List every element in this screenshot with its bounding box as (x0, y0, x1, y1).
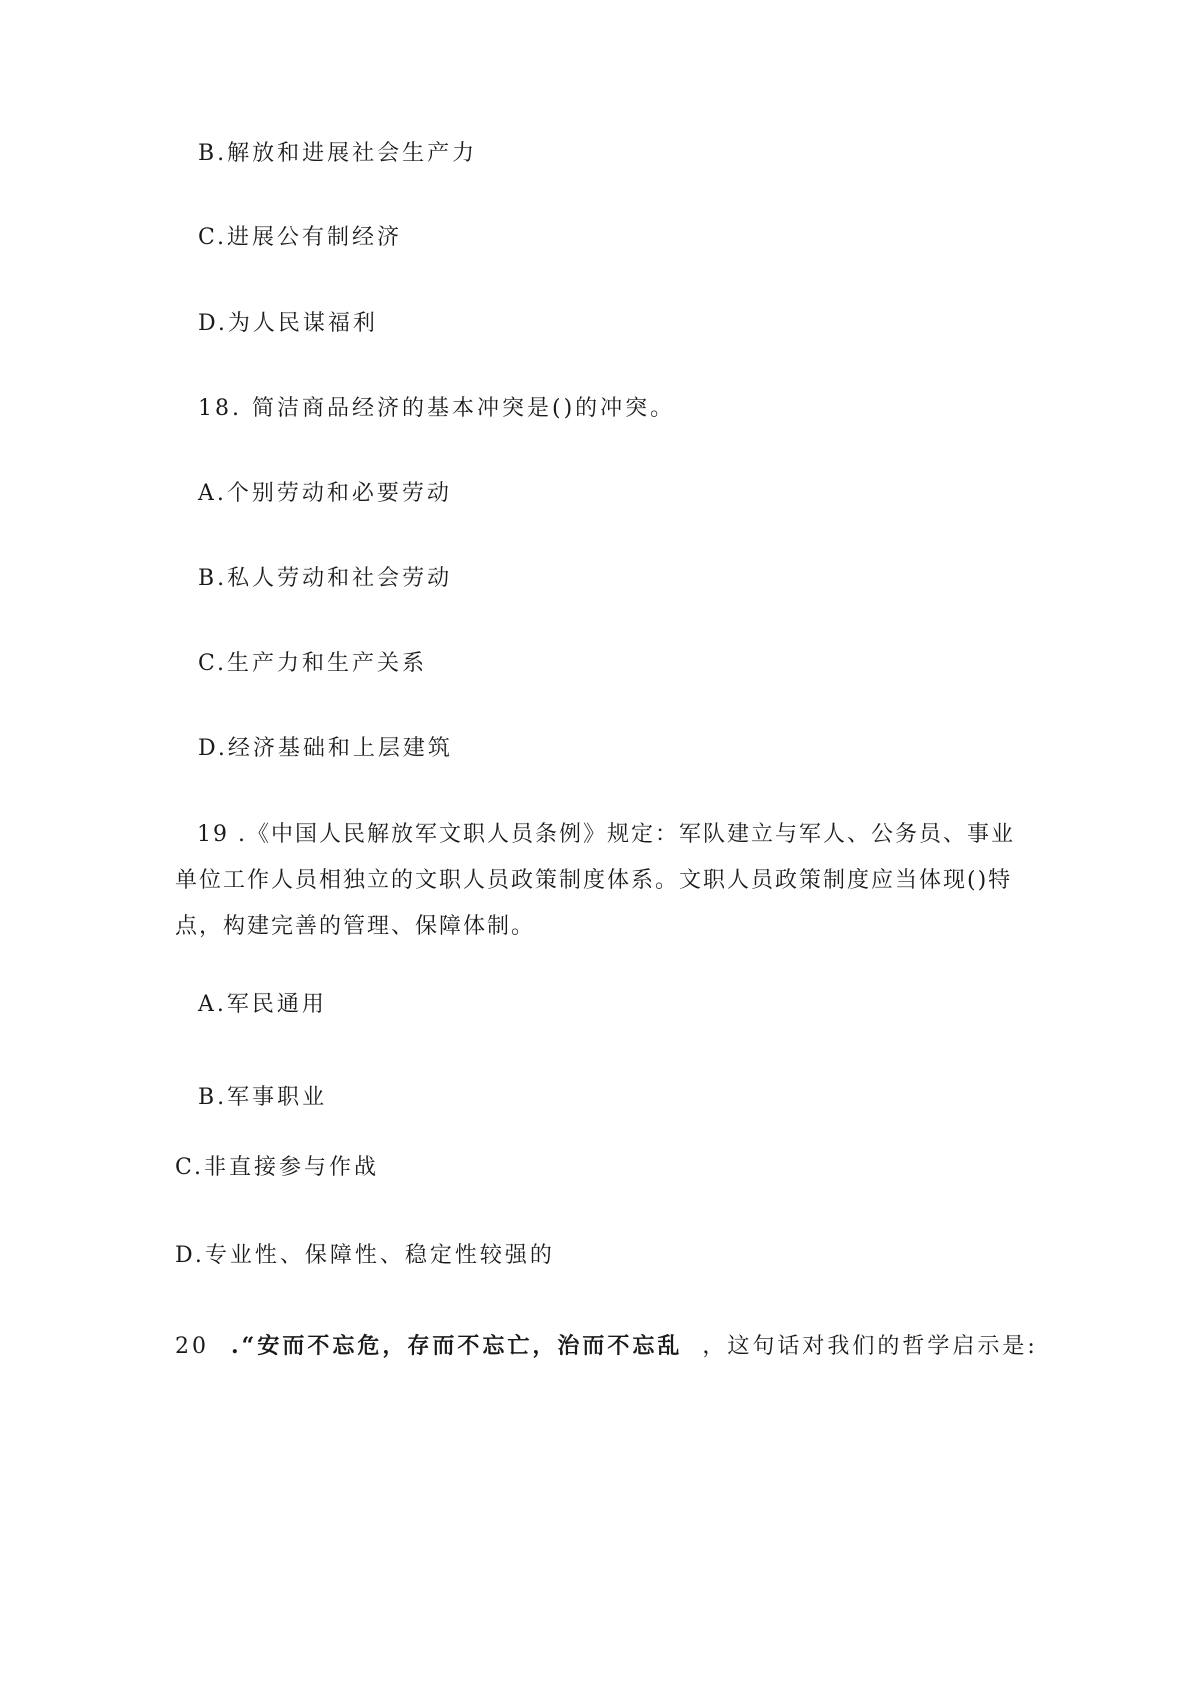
q17-option-b: B.解放和进展社会生产力 (198, 141, 478, 166)
q20-quote: .“安而不忘危，存而不忘亡，治而不忘乱 (231, 1333, 683, 1359)
q18-option-d: D.经济基础和上层建筑 (198, 736, 453, 761)
q17-option-c: C.进展公有制经济 (198, 225, 403, 250)
q18-stem: 18. 简洁商品经济的基本冲突是()的冲突。 (198, 396, 676, 421)
q17-option-d: D.为人民谋福利 (198, 311, 378, 336)
q19-stem: 19 .《中国人民解放军文职人员条例》规定：军队建立与军人、公务员、事业单位工作人员相独立的文职人员政策制度体系。文职人员政策制度应当体现()特点，构建完善的管理、保障体制。 (175, 822, 1015, 939)
q19-option-a: A.军民通用 (198, 992, 327, 1017)
q20-stem (175, 1331, 1038, 1362)
q19-option-b: B.军事职业 (198, 1085, 328, 1110)
q18-option-c: C.生产力和生产关系 (198, 651, 428, 676)
q18-option-b: B.私人劳动和社会劳动 (198, 566, 453, 591)
q19-option-c: C.非直接参与作战 (175, 1155, 380, 1180)
q20-question: ，这句话对我们的哲学启示是: (702, 1334, 1038, 1359)
q19-option-d: D.专业性、保障性、稳定性较强的 (175, 1243, 555, 1268)
q20-number: 20 (175, 1334, 209, 1359)
q18-option-a: A.个别劳动和必要劳动 (198, 481, 452, 506)
